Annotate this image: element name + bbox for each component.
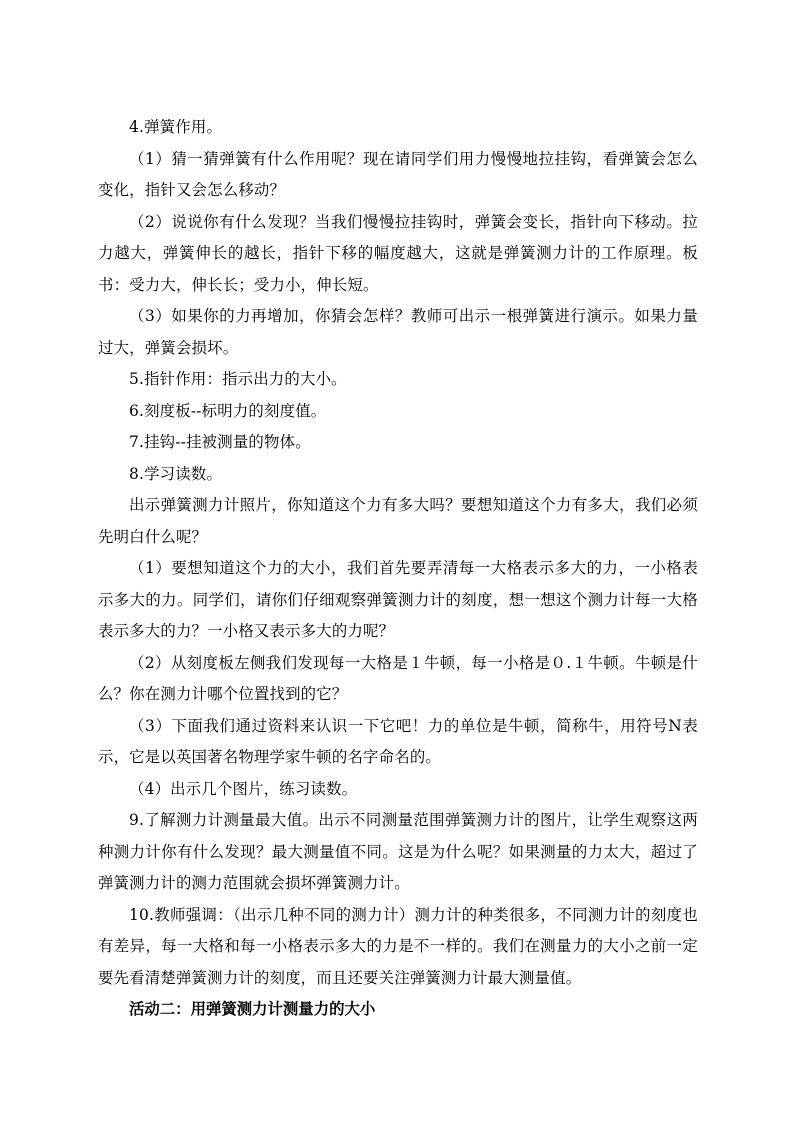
- paragraph-spring-function: 4.弹簧作用。: [129, 118, 223, 136]
- paragraph-teacher-emphasis: 10.教师强调：（出示几种不同的测力计）测力计的种类很多，不同测力计的刻度也有差异，每一大格和每一小格表示多大的力是不一样的。我们在测量力的大小之前一定要先看清楚弹簧测力计的刻度，而且还要关注弹簧测力计最大测量值。: [98, 905, 698, 987]
- paragraph-newton-division: （2）从刻度板左侧我们发现每一大格是１牛顿，每一小格是０.１牛顿。牛顿是什么？你在测力计哪个位置找到的它？: [98, 653, 698, 703]
- paragraph-max-value: 9.了解测力计测量最大值。出示不同测量范围弹簧测力计的图片，让学生观察这两种测力计你有什么发现？最大测量值不同。这是为什么呢？如果测量的力太大，超过了弹簧测力计的测力范围就会损坏弹簧测力计。: [98, 811, 698, 892]
- paragraph-observe-scale: （1）要想知道这个力的大小，我们首先要弄清每一大格表示多大的力，一小格表示多大的力。同学们，请你们仔细观察弹簧测力计的刻度，想一想这个测力计每一大格表示多大的力？一小格又表示多大的力呢？: [98, 559, 698, 640]
- paragraph-show-photo: 出示弹簧测力计照片，你知道这个力有多大吗？要想知道这个力有多大，我们必须先明白什么呢？: [98, 496, 698, 546]
- paragraph-learn-reading: 8.学习读数。: [129, 464, 223, 483]
- paragraph-practice-reading: （4）出示几个图片，练习读数。: [129, 779, 358, 798]
- document-body: [98, 112, 698, 1026]
- paragraph-more-force: （3）如果你的力再增加，你猜会怎样？教师可出示一根弹簧进行演示。如果力量过大，弹簧会损坏。: [98, 307, 698, 357]
- section-heading-activity-two: 活动二：用弹簧测力计测量力的大小: [129, 1000, 376, 1018]
- paragraph-newton-unit: （3）下面我们通过资料来认识一下它吧！力的单位是牛顿，简称牛，用符号N表示，它是以英国著名物理学家牛顿的名字命名的。: [98, 716, 698, 766]
- paragraph-pointer-function: 5.指针作用：指示出力的大小。: [129, 370, 347, 388]
- paragraph-guess-spring: （1）猜一猜弹簧有什么作用呢？现在请同学们用力慢慢地拉挂钩，看弹簧会怎么变化，指针又会怎么移动？: [98, 149, 698, 199]
- paragraph-discovery: （2）说说你有什么发现？当我们慢慢拉挂钩时，弹簧会变长，指针向下移动。拉力越大，弹簧伸长的越长，指针下移的幅度越大，这就是弹簧测力计的工作原理。板书：受力大，伸长长；受力小，伸长短。: [98, 212, 698, 294]
- paragraph-hook: 7.挂钩--挂被测量的物体。: [129, 433, 311, 451]
- paragraph-scale-plate: 6.刻度板--标明力的刻度值。: [129, 401, 327, 420]
